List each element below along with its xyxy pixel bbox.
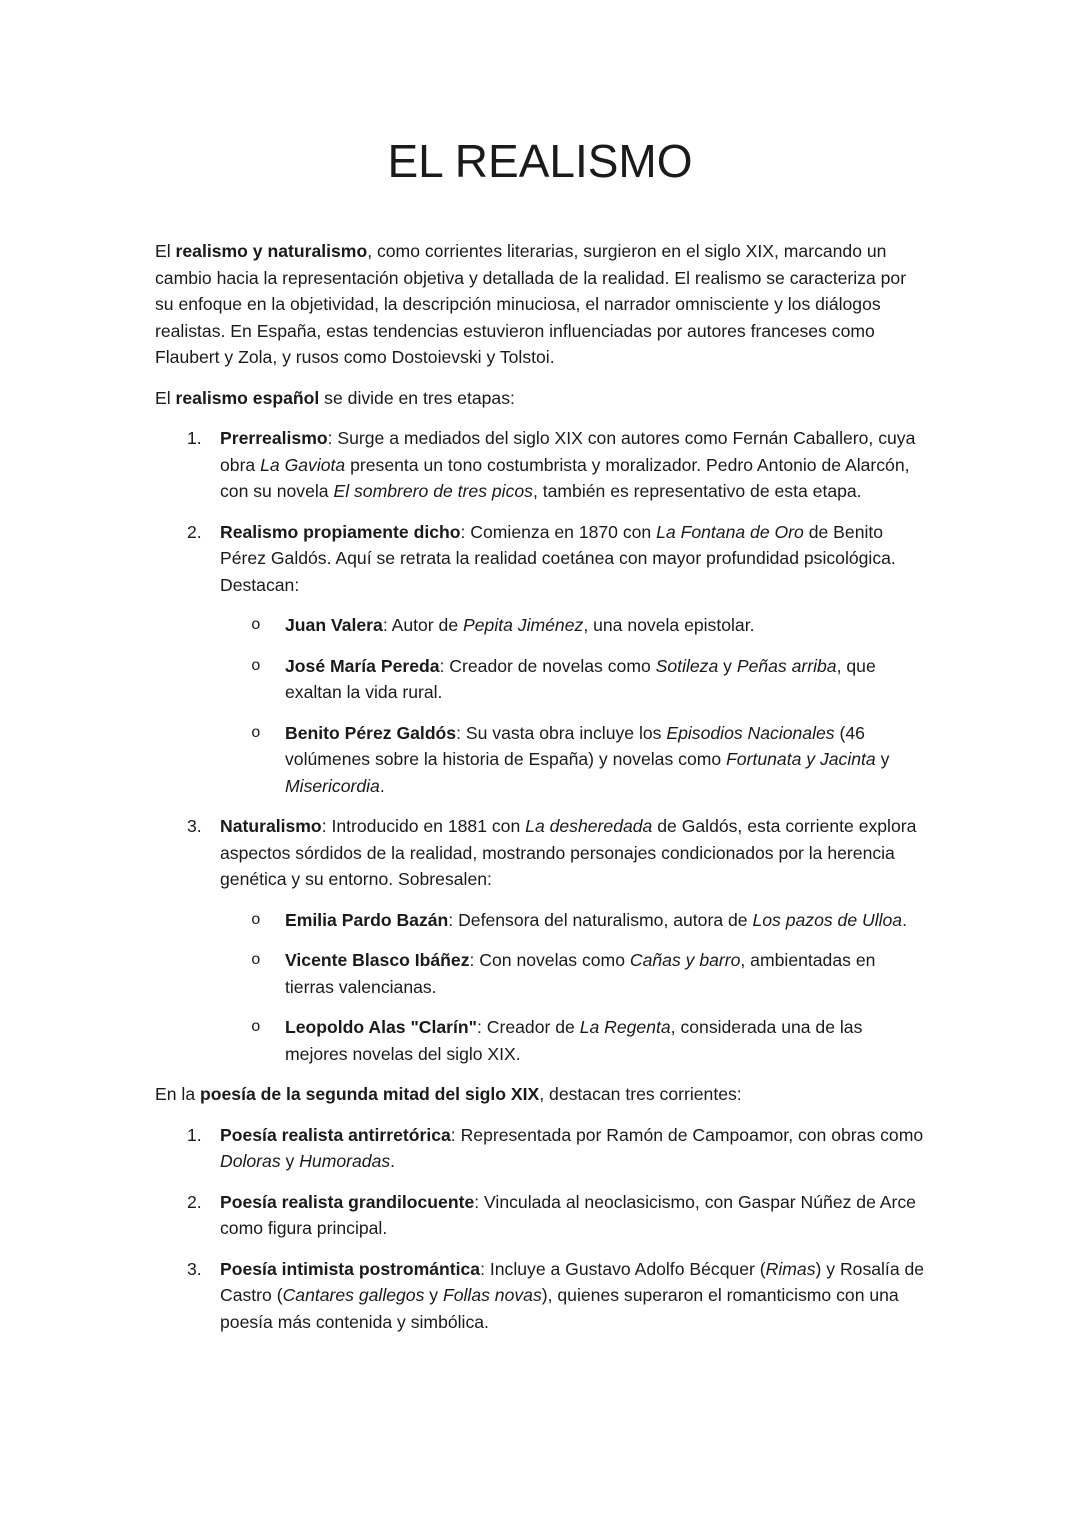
bold-term: realismo español [175, 387, 320, 408]
corriente-name: Poesía realista grandilocuente [220, 1191, 475, 1212]
work-title: Sotileza [655, 655, 719, 676]
bullet-icon: o [251, 1018, 261, 1036]
corriente-name: Poesía realista antirretórica [220, 1124, 451, 1145]
author-name: José María Pereda [285, 655, 440, 676]
document-page [155, 0, 925, 1335]
poesia-item-grandilocuente: 2. Poesía realista grandilocuente: Vinculada al neoclasicismo, con Gaspar Núñez de Arce como figura principal. [155, 1189, 925, 1242]
autor-item-pereda: o José María Pereda: Creador de novelas como Sotileza y Peñas arriba, que exaltan la vida rural. [220, 653, 925, 706]
autor-item-pardo-bazan: o Emilia Pardo Bazán: Defensora del naturalismo, autora de Los pazos de Ulloa. [220, 907, 925, 934]
etapas-list [155, 425, 925, 1067]
author-name: Leopoldo Alas "Clarín" [285, 1017, 477, 1037]
autor-item-blasco-ibanez: o Vicente Blasco Ibáñez: Con novelas como Cañas y barro, ambientadas en tierras valencianas. [220, 947, 925, 1000]
work-title: Misericordia [285, 775, 380, 796]
etapa-name: Naturalismo [220, 816, 322, 836]
list-number: 1. [187, 1124, 202, 1145]
bullet-icon: o [251, 723, 261, 742]
poesia-item-intimista: 3. Poesía intimista postromántica: Incluye a Gustavo Adolfo Bécquer (Rimas) y Rosalía de Castro (Cantares gallegos y Follas novas), quienes superaron el romanticismo con una poesía más contenida y simbólica. [155, 1256, 925, 1336]
work-title: Episodios Nacionales [666, 722, 835, 743]
poesia-intro-paragraph: En la poesía de la segunda mitad del siglo XIX, destacan tres corrientes: [155, 1084, 742, 1104]
work-title: Rimas [765, 1258, 816, 1279]
work-title: Cantares gallegos [282, 1285, 425, 1305]
bold-term: realismo y naturalismo [175, 241, 368, 261]
etapa-name: Prerrealismo [220, 428, 328, 448]
work-title: Cañas y barro [629, 950, 741, 970]
autor-item-clarin: o Leopoldo Alas "Clarín": Creador de La Regenta, considerada una de las mejores novelas del siglo XIX. [220, 1014, 925, 1067]
list-number: 3. [187, 816, 202, 836]
author-name: Benito Pérez Galdós [285, 722, 457, 743]
etapas-intro-paragraph: El realismo español se divide en tres etapas: [155, 387, 515, 408]
etapa-name: Realismo propiamente dicho [220, 521, 461, 542]
work-title: Doloras [220, 1151, 281, 1171]
bullet-icon: o [251, 616, 261, 634]
bullet-icon: o [251, 656, 261, 675]
work-title: Peñas arriba [736, 655, 837, 676]
work-title: La desheredada [525, 816, 653, 836]
author-name: Juan Valera [285, 615, 383, 635]
work-title: Follas novas [442, 1285, 542, 1305]
list-number: 3. [187, 1258, 202, 1279]
bullet-icon: o [251, 910, 261, 929]
bold-term: poesía de la segunda mitad del siglo XIX [200, 1084, 540, 1104]
work-title: La Regenta [579, 1017, 671, 1037]
poesia-list [155, 1122, 925, 1336]
autor-item-galdos: o Benito Pérez Galdós: Su vasta obra incluye los Episodios Nacionales (46 volúmenes sobre la historia de España) y novelas como Fortunata y Jacinta y Misericordia. [220, 720, 925, 800]
autor-item-valera: o Juan Valera: Autor de Pepita Jiménez, una novela epistolar. [220, 612, 925, 639]
work-title: La Gaviota [260, 454, 346, 475]
poesia-item-antirretorica: 1. Poesía realista antirretórica: Representada por Ramón de Campoamor, con obras como Doloras y Humoradas. [155, 1122, 925, 1175]
list-number: 2. [187, 521, 202, 542]
list-number: 2. [187, 1191, 202, 1212]
work-title: Humoradas [299, 1151, 391, 1171]
bullet-icon: o [251, 951, 261, 969]
work-title: El sombrero de tres picos [333, 481, 533, 501]
author-name: Vicente Blasco Ibáñez [285, 950, 470, 970]
etapa-item-naturalismo: 3. Naturalismo: Introducido en 1881 con La desheredada de Galdós, esta corriente explora aspectos sórdidos de la realidad, mostrando personajes condicionados por la herencia genética y su entorno. Sobresalen: o Emilia Pardo Bazán: Defensora del naturalismo, autora de Los pazos de Ulloa. o Vicente Blasco Ibáñez: Con novelas como Cañas y barro, ambientadas en tierras valencianas. o Leopoldo Alas "Clarín": Creador de La Regenta, considerada una de las mejores novelas del siglo XIX. [155, 813, 925, 1067]
corriente-name: Poesía intimista postromántica [220, 1258, 481, 1279]
intro-paragraph: El realismo y naturalismo, como corrientes literarias, surgieron en el siglo XIX, marcando un cambio hacia la representación objetiva y detallada de la realidad. El realismo se caracteriza por su enfoque en la objetividad, la descripción minuciosa, el narrador omnisciente y los diálogos realistas. En España, estas tendencias estuvieron influenciadas por autores franceses como Flaubert y Zola, y rusos como Dostoievski y Tolstoi. [155, 241, 907, 367]
page-title: EL REALISMO [387, 135, 693, 187]
work-title: La Fontana de Oro [656, 521, 804, 542]
autores-naturalismo-list [220, 907, 925, 1068]
work-title: Pepita Jiménez [463, 615, 584, 635]
autores-realismo-list [220, 612, 925, 799]
list-number: 1. [187, 428, 202, 448]
work-title: Fortunata y Jacinta [726, 749, 876, 769]
work-title: Los pazos de Ulloa [752, 909, 903, 930]
etapa-item-prerrealismo: 1. Prerrealismo: Surge a mediados del siglo XIX con autores como Fernán Caballero, cuya obra La Gaviota presenta un tono costumbrista y moralizador. Pedro Antonio de Alarcón, con su novela El sombrero de tres picos, también es representativo de esta etapa. [155, 425, 925, 505]
etapa-item-realismo: 2. Realismo propiamente dicho: Comienza en 1870 con La Fontana de Oro de Benito Pérez Galdós. Aquí se retrata la realidad coetánea con mayor profundidad psicológica. Destacan: o Juan Valera: Autor de Pepita Jiménez, una novela epistolar. o José María Pereda: Creador de novelas como Sotileza y Peñas arriba, que exaltan la vida rural. o Benito Pérez Galdós: Su vasta obra incluye los Episodios Nacionales (46 volúmenes sobre la historia de España) y novelas como Fortunata y Jacinta y Misericordia. [155, 519, 925, 800]
author-name: Emilia Pardo Bazán [285, 909, 449, 930]
